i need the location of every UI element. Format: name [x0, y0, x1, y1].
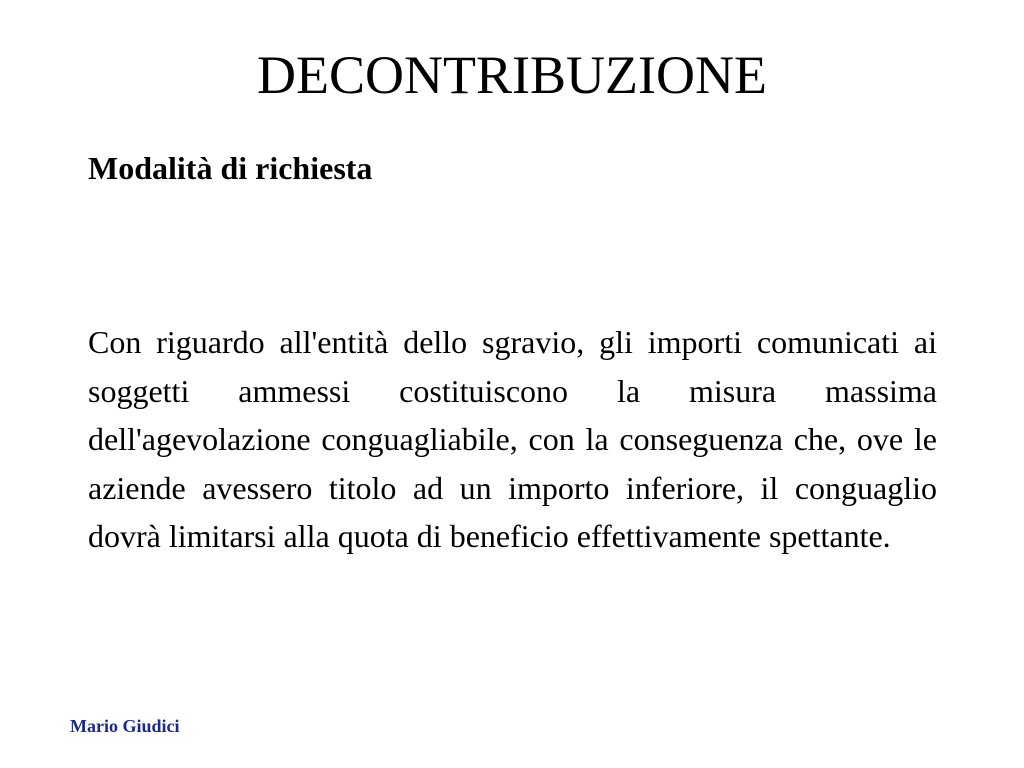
slide-subtitle: Modalità di richiesta	[88, 150, 373, 186]
footer-author: Mario Giudici	[70, 716, 180, 736]
slide-title: DECONTRIBUZIONE	[257, 45, 767, 105]
slide-body-text: Con riguardo all'entità dello sgravio, gli importi comunicati ai soggetti ammessi costituiscono la misura massima dell'agevolazione conguagliabile, con la conseguenza che, ove le aziende avessero titolo ad un importo inferiore, il conguaglio dovrà limitarsi alla quota di beneficio effettivamente spettante.	[88, 324, 937, 554]
